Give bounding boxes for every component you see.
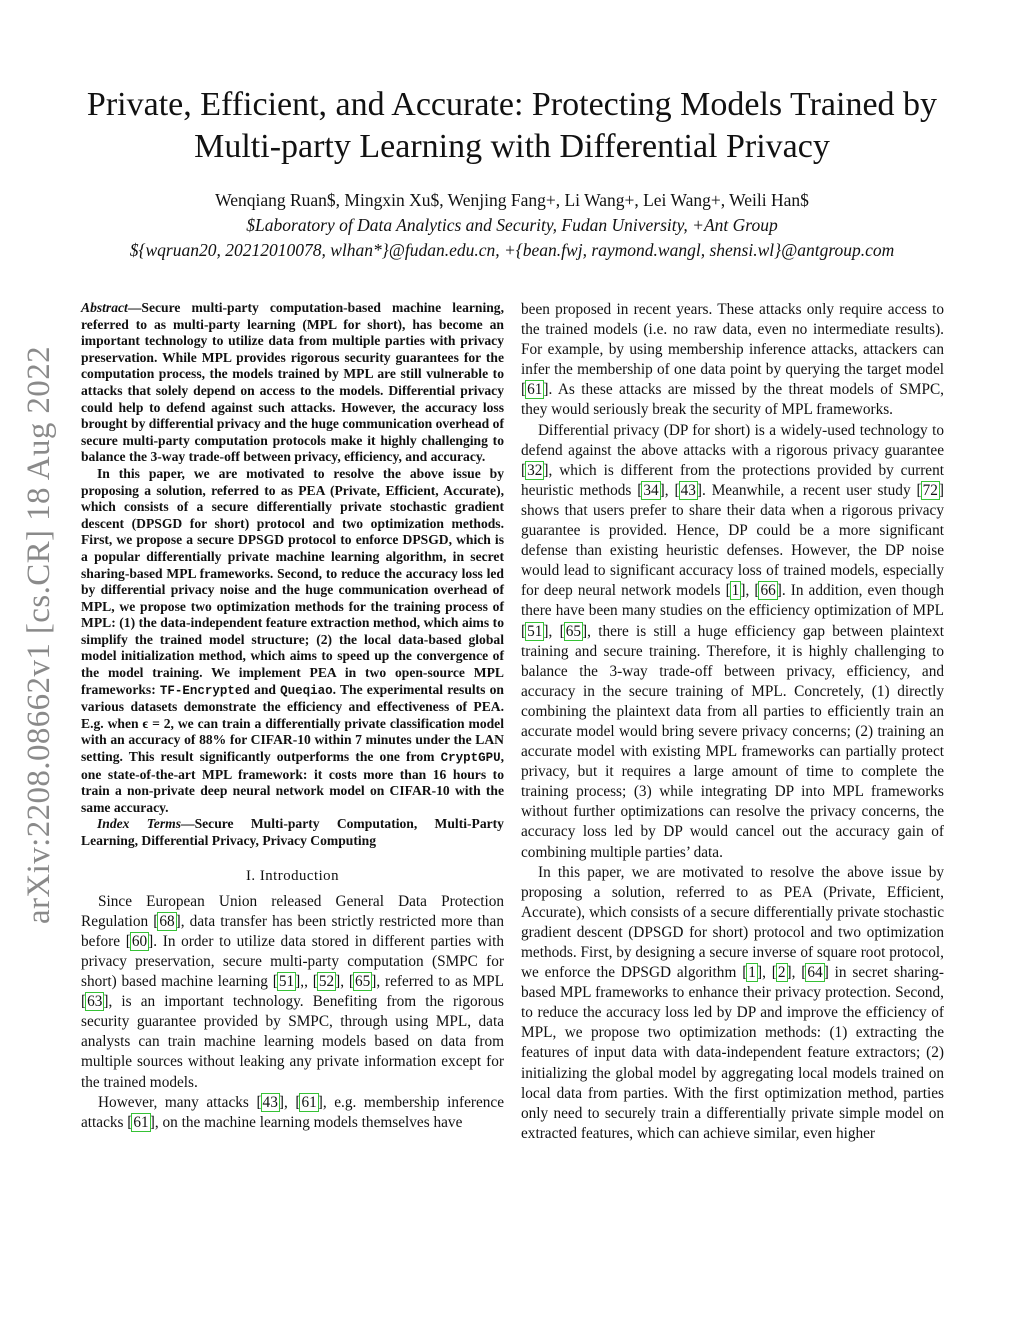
index-terms-text: —Secure Multi-party Computation, Multi-Party Learning, Differential Privacy, Privacy Computing [81,816,504,848]
citation-link[interactable]: 2 [777,964,786,982]
body-text: Differential privacy (DP for short) is a widely-used technology to defend against the above attacks with a rigorous privacy guarantee [521,421,944,459]
intro-text: , e.g. membership inference attacks [81,1093,504,1131]
code-queqiao: Queqiao [280,683,333,698]
section-heading-introduction: I. Introduction [246,867,339,884]
author-affiliation: $Laboratory of Data Analytics and Security, Fudan University, +Ant Group [246,215,778,235]
abstract-text-2d: , one state-of-the-art MPL framework: it costs more than 16 hours to train a non-private deep neural network model on CIFAR-10 with the same accuracy. [81,749,504,815]
abstract-paragraph-1 [81,300,504,466]
citation-link[interactable]: 1 [731,582,740,600]
citation-link[interactable]: 66 [760,582,776,600]
abstract-text-2a: In this paper, we are motivated to resolve the above issue by proposing a solution, referred to as PEA (Private, Efficient, Accurate), which consists of a secure differentially private stochastic gradient descent (DPSGD for short) protocol and two optimization methods. First, we propose a secure DPSGD protocol to enforce DPSGD, which is a popular differentially private machine learning algorithm, in secret sharing-based MPL frameworks. Second, to reduce the accuracy loss led by differential privacy noise and the huge communication overhead of MPL, we propose two optimization methods for the training process of MPL: (1) the data-independent feature extraction method, which aims to simplify the trained model structure; (2) the local data-based global model initialization method, which aims to speed up the convergence of the model training. We implement PEA in two open-source MPL frameworks: [81,465,504,697]
citation-link[interactable]: 51 [278,973,295,991]
citation-link[interactable]: 52 [318,973,335,991]
body-text: , which is different from the protections provided by current heuristic methods [521,461,944,499]
citation-link[interactable]: 72 [922,481,938,499]
paper-title-line-1: Private, Efficient, and Accurate: Protecting Models Trained by [86,86,938,123]
code-tf-encrypted: TF-Encrypted [159,683,250,698]
paper-title [60,84,964,168]
arxiv-identifier-stamp [12,305,66,965]
paper-title-line-2: Multi-party Learning with Differential Privacy [194,128,830,165]
abstract-text-2b: and [249,681,281,697]
body-text: , [548,622,560,640]
body-text: shows that users prefer to share their data when a rigorous privacy guarantee is provided. Hence, DP could be a more significant defense than existing heuristic defenses. However, the DP noise would lead to significant accuracy loss of trained models, especially for deep neural network models [521,501,944,600]
author-emails: ${wqruan20, 20212010078, wlhan*}@fudan.edu.cn, +{bean.fwj, raymond.wangl, shensi.wl}@antgroup.com [129,240,895,260]
left-column [81,300,504,1133]
right-column [521,300,944,1144]
intro-text: , on the machine learning models themselves have [154,1113,463,1131]
citation-link[interactable]: 68 [159,912,175,930]
intro-text: Since European Union released General Data Protection Regulation [81,892,504,930]
intro-text: , data transfer has been strictly restricted more than before [81,912,504,950]
right-paragraph-3: In this paper, we are motivated to resolve the above issue by proposing a solution, referred to as PEA (Private, Efficient, Accurate), which consists of a secure differentially private stochastic gradient descent (DPSGD for short) protocol and two optimization methods. First, by designing a secure inverse of square root protocol, we enforce the DPSGD algorithm [1], [2], [64] in secret sharing-based MPL frameworks to enhance their privacy protection. Second, to reduce the accuracy loss led by DP and improve the efficiency of MPL, we propose two optimization methods: (1) extracting the features of input data with data-independent feature extractors; (2) initializing the global model by aggregating local models trained on local data from parties. With the first optimization method, parties only need to securely train a differentially private simple model on extracted features, which can achieve similar, even higher [521,863,944,1142]
citation-link[interactable]: 51 [527,622,543,640]
code-cryptgpu: CryptGPU [440,751,501,766]
citation-link[interactable]: 43 [262,1093,278,1111]
citation-link[interactable]: 34 [643,481,659,499]
abstract [81,300,504,850]
abstract-text-1: —Secure multi-party computation-based machine learning, referred to as multi-party learning (MPL for short), has become an important technology to utilize data from multiple parties with privacy preservation. While MPL provides rigorous security guarantees for the computation process, the models trained by MPL are still vulnerable to attacks that solely depend on access to the models. Differential privacy could help to defend against such attacks. However, the accuracy loss brought by differential privacy and the huge communication overhead of secure multi-party computation protocols make it highly challenging to balance the 3-way trade-off between privacy, efficiency, and accuracy. [81,300,504,465]
right-paragraph-1: been proposed in recent years. These attacks only require access to the trained models (i.e. no raw data, even no intermediate results). For example, by using membership inference attacks, attackers can infer the membership of one data point by querying the target model [61]. As these attacks are missed by the threat models of SMPC, they would seriously break the security of MPL frameworks. [521,301,944,419]
intro-paragraph-1: Since European Union released General Data Protection Regulation [68], data transfer has been strictly restricted more than before [60]. In order to utilize data stored in different parties with privacy preservation, secure multi-party computation (SMPC for short) based machine learning [51],, [52], [65], referred to as MPL [63], is an important technology. Benefiting from the rigorous security guarantee provided by SMPC, through using MPL, data analysts can train machine learning models based on data from multiple sources without leaking any private information except for the trained models. [81,892,504,1091]
abstract-paragraph-2 [81,466,504,816]
intro-text: , referred to as MPL [376,973,504,991]
citation-link[interactable]: 61 [301,1093,317,1111]
index-terms-lead: Index Terms [97,816,181,832]
body-text: , [791,964,802,982]
body-text: . Meanwhile, a recent user study [702,481,917,499]
citation-link[interactable]: 65 [354,973,371,991]
body-text: in secret sharing-based MPL frameworks to enhance their privacy protection. Second, to reduce the accuracy loss led by DP and improve the efficiency of MPL, we propose two optimization methods: (1) extracting the features of input data with data-independent feature extractors; (2) initializing the global model by aggregating local models trained on local data from parties. With the first optimization method, parties only need to securely train a differentially private simple model on extracted features, which can achieve similar, even higher [521,964,944,1142]
intro-paragraph-2: However, many attacks [43], [61], e.g. membership inference attacks [61], on the machine learning models themselves have [81,1093,504,1131]
citation-link[interactable]: 60 [131,932,148,950]
citation-link[interactable]: 63 [87,993,103,1011]
author-names: Wenqiang Ruan$, Mingxin Xu$, Wenjing Fang+, Li Wang+, Lei Wang+, Weili Han$ [215,190,809,210]
intro-text: However, many attacks [98,1093,257,1111]
arxiv-identifier-text: arXiv:2208.08662v1 [cs.CR] 18 Aug 2022 [20,345,57,924]
citation-link[interactable]: 1 [748,964,756,982]
citation-link[interactable]: 64 [807,964,823,982]
citation-link[interactable]: 65 [565,622,582,640]
body-text: , there is still a huge efficiency gap between plaintext training and secure training. Therefore, it is highly challenging to balance the 3-way trade-off between privacy, efficiency, and accuracy in the secure training of MPL. Concretely, (1) directly combining the plaintext data from all parties to efficiently train an accurate model would bring severe privacy concerns; (2) training an accurate model with existing MPL frameworks can partially protect privacy, but it requires a large amount of time to complete the training process; (3) while integrating DP into MPL frameworks without further optimizations can resolve the privacy concerns, the accuracy loss led by DP would cancel out the accuracy gain of combining multiple parties’ data. [521,622,944,861]
index-terms [81,816,504,849]
intro-text: . In order to utilize data stored in different parties with privacy preservation, secure multi-party computation (SMPC for short) based machine learning [81,932,504,991]
intro-text: , is an important technology. Benefiting from the rigorous security guarantee provided by SMPC, through using MPL, data analysts can train machine learning models based on data from multiple sources without leaking any private information except for the trained models. [81,993,504,1091]
right-paragraph-2: Differential privacy (DP for short) is a widely-used technology to defend against the above attacks with a rigorous privacy guarantee [32], which is different from the protections provided by current heuristic methods [34], [43]. Meanwhile, a recent user study [72] shows that users prefer to share their data when a rigorous privacy guarantee is provided. Hence, DP could be a more significant defense than existing heuristic defenses. However, the DP noise would lead to significant accuracy loss of trained models, especially for deep neural network models [1], [66]. In addition, even though there have been many studies on the efficiency optimization of MPL [51], [65], there is still a huge efficiency gap between plaintext training and secure training. Therefore, it is highly challenging to balance the 3-way trade-off between privacy, efficiency, and accuracy in the secure training of MPL. Concretely, (1) directly combining the plaintext data from all parties to efficiently train an accurate model would bring severe privacy concerns; (2) training an accurate model with existing MPL frameworks can partially protect privacy, but it requires a large amount of time to complete the training process; (3) while integrating DP into MPL frameworks without further optimizations can resolve the privacy concerns, the accuracy loss led by DP would cancel out the accuracy gain of combining multiple parties’ data. [521,421,944,861]
citation-link[interactable]: 61 [133,1113,149,1131]
citation-link[interactable]: 43 [680,481,696,499]
body-text: been proposed in recent years. These attacks only require access to the trained models (i.e. no raw data, even no intermediate results). For example, by using membership inference attacks, attackers can infer the membership of one data point by querying the target model [521,301,944,379]
abstract-lead: Abstract [81,300,128,315]
citation-link[interactable]: 61 [527,381,543,399]
body-text: . As these attacks are missed by the threat models of SMPC, they would seriously break the security of MPL frameworks. [521,381,944,419]
body-text: , [745,582,755,600]
intro-text: , [304,973,313,991]
body-text: , [664,481,675,499]
body-text: . In addition, even though there have been many studies on the efficiency optimization of MPL [521,582,944,620]
intro-text: , [283,1093,296,1111]
abstract-text-2c: . The experimental results on various datasets demonstrate the efficiency and effectiveness of PEA. E.g. when ϵ = 2, we can train a differentially private classification model with an accuracy of 88% for CIFAR-10 within 7 minutes under the LAN setting. This result significantly outperforms the one from [81,681,504,765]
body-text: , [762,964,772,982]
body-text: In this paper, we are motivated to resolve the above issue by proposing a solution, referred to as PEA (Private, Efficient, Accurate), which consists of a secure differentially private stochastic gradient descent (DPSGD for short) protocol and two optimization methods. First, by designing a secure inverse of square root protocol, we enforce the DPSGD algorithm [521,863,944,982]
author-block [60,188,964,263]
citation-link[interactable]: 32 [527,461,543,479]
